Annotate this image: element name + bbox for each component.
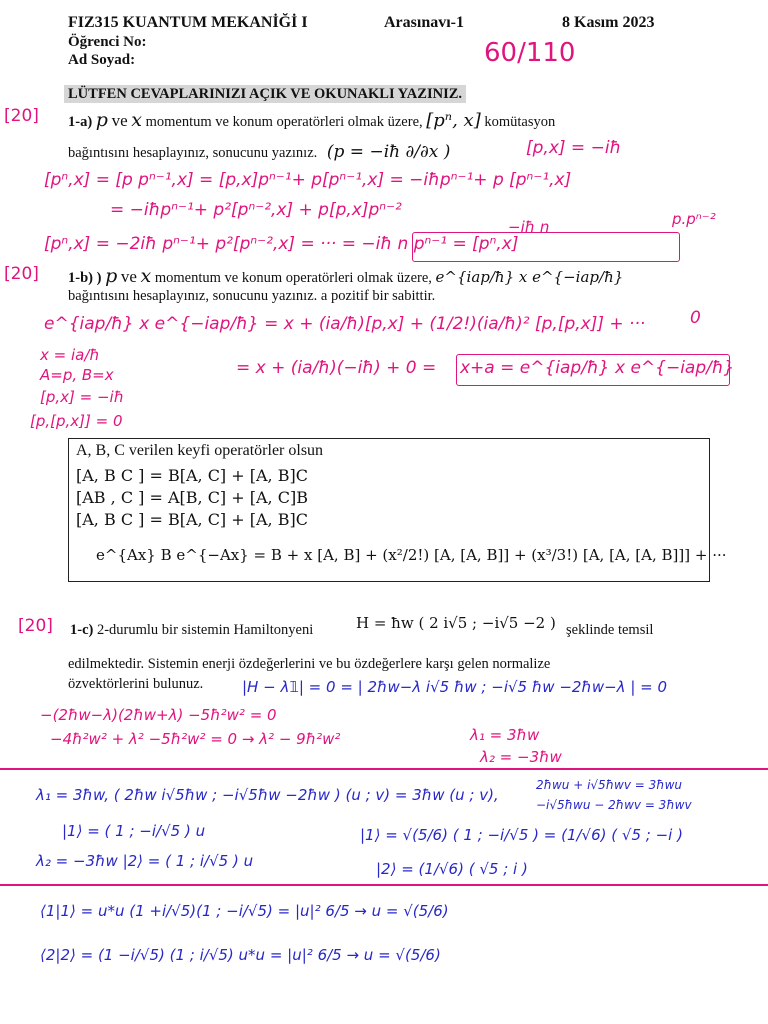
- q1b-side-4: [p,[p,x]] = 0: [30, 412, 123, 430]
- q1b-points: [20]: [4, 264, 39, 284]
- q1c-root-1: λ₁ = 3ħw: [470, 726, 540, 744]
- q1c-divider-1: [0, 768, 768, 770]
- q1b-answer-zero: 0: [690, 308, 701, 328]
- q1c-answer-det: |H − λ𝟙| = 0 = | 2ħw−λ i√5 ħw ; −i√5 ħw −2ħw−λ | = 0: [242, 678, 668, 696]
- q1c-answer-line7: ⟨1|1⟩ = u*u (1 +i/√5)(1 ; −i/√5) = |u|² 6/5 → u = √(5/6): [40, 902, 449, 920]
- q1c-answer-line6: λ₂ = −3ħw |2⟩ = ( 1 ; i/√5 ) u: [36, 852, 254, 870]
- q1b-side-1: x = ia/ħ: [40, 346, 100, 364]
- q1a-answer-line1: [pⁿ,x] = [p pⁿ⁻¹,x] = [p,x]pⁿ⁻¹+ p[pⁿ⁻¹,x] = −iħpⁿ⁻¹+ p [pⁿ⁻¹,x]: [44, 170, 572, 190]
- formula-rule-1: [A, B C ] = B[A, C] + [A, B]C: [76, 466, 308, 485]
- q1a-answer-note: −iħ n: [508, 218, 550, 236]
- name-label: Ad Soyad:: [68, 52, 136, 68]
- q1b-answer-line1: e^{iap/ħ} x e^{−iap/ħ} = x + (ia/ħ)[p,x] + (1/2!)(ia/ħ)² [p,[p,x]] + ···: [44, 314, 646, 334]
- q1c-answer-eq2: −i√5ħwu − 2ħwv = 3ħwv: [536, 798, 692, 812]
- q1c-answer-line2: −(2ħw−λ)(2ħw+λ) −5ħ²w² = 0: [40, 706, 277, 724]
- q1a-text-line1: 1-a) p ve x momentum ve konum operatörleri olmak üzere, [pⁿ, x] komütasyon: [68, 109, 556, 131]
- instruction-banner: LÜTFEN CEVAPLARINIZI AÇIK VE OKUNAKLI YAZINIZ.: [64, 86, 466, 103]
- q1c-answer-eq1: 2ħwu + i√5ħwv = 3ħwu: [536, 778, 683, 792]
- q1a-answer-line3: [pⁿ,x] = −2iħ pⁿ⁻¹+ p²[pⁿ⁻²,x] = ··· = −iħ n pⁿ⁻¹ = [pⁿ,x]: [44, 234, 519, 254]
- q1c-answer-line4: λ₁ = 3ħw, ( 2ħw i√5ħw ; −i√5ħw −2ħw ) (u ; v) = 3ħw (u ; v),: [36, 786, 499, 804]
- q1a-answer-side: p.pⁿ⁻²: [672, 210, 716, 228]
- q1c-root-2: λ₂ = −3ħw: [480, 748, 562, 766]
- student-no-label: Öğrenci No:: [68, 34, 147, 50]
- score-handwritten: 60/110: [484, 38, 576, 68]
- q1a-answer-line2: = −iħpⁿ⁻¹+ p²[pⁿ⁻²,x] + p[p,x]pⁿ⁻²: [110, 200, 402, 220]
- formula-bch: e^{Ax} B e^{−Ax} = B + x [A, B] + (x²/2!) [A, [A, B]] + (x³/3!) [A, [A, [A, B]]] + ···: [96, 546, 727, 564]
- q1c-text-line1: 1-c) 2-durumlu bir sistemin Hamiltonyeni: [70, 622, 314, 638]
- q1b-side-2: A=p, B=x: [40, 366, 114, 384]
- q1c-answer-normalized-2: |2⟩ = (1/√6) ( √5 ; i ): [376, 860, 528, 878]
- q1c-text-line1b: şeklinde temsil: [566, 622, 654, 638]
- exam-title: Arasınavı-1: [384, 14, 464, 31]
- q1a-points: [20]: [4, 106, 39, 126]
- q1c-text-line3: özvektörlerini bulunuz.: [68, 676, 204, 692]
- q1b-answer-box: [456, 354, 730, 386]
- q1c-answer-line8: ⟨2|2⟩ = (1 −i/√5) (1 ; i/√5) u*u = |u|² 6/5 → u = √(5/6): [40, 946, 441, 964]
- formula-rule-3: [A, B C ] = B[A, C] + [A, B]C: [76, 510, 308, 529]
- q1b-text-line1: 1-b) ) p ve x momentum ve konum operatörleri olmak üzere, e^{iap/ħ} x e^{−iap/ħ}: [68, 265, 624, 287]
- q1b-text-line2: bağıntısını hesaplayınız, sonucunu yazınız. a pozitif bir sabittir.: [68, 288, 436, 304]
- q1b-answer-line2: = x + (ia/ħ)(−iħ) + 0 =: [236, 358, 437, 378]
- formula-intro: A, B, C verilen keyfi operatörler olsun: [76, 442, 324, 459]
- q1c-hamiltonian: H = ħw ( 2 i√5 ; −i√5 −2 ): [356, 614, 556, 632]
- formula-rule-2: [AB , C ] = A[B, C] + [A, C]B: [76, 488, 308, 507]
- q1a-note-commutator: [p,x] = −iħ: [526, 138, 622, 158]
- exam-date: 8 Kasım 2023: [562, 14, 655, 31]
- course-title: FIZ315 KUANTUM MEKANİĞİ I: [68, 14, 308, 31]
- q1a-answer-box: [412, 232, 680, 262]
- q1c-divider-2: [0, 884, 768, 886]
- q1a-text-line2: bağıntısını hesaplayınız, sonucunu yazınız. (p = −iħ ∂/∂x ): [68, 142, 451, 162]
- q1c-answer-line5: |1⟩ = ( 1 ; −i/√5 ) u: [62, 822, 206, 840]
- q1b-side-3: [p,x] = −iħ: [40, 388, 125, 406]
- q1c-points: [20]: [18, 616, 53, 636]
- q1c-answer-line3: −4ħ²w² + λ² −5ħ²w² = 0 → λ² − 9ħ²w²: [50, 730, 341, 748]
- q1c-text-line2: edilmektedir. Sistemin enerji özdeğerlerini ve bu özdeğerlere karşı gelen normalize: [68, 656, 551, 672]
- q1c-answer-normalized-1: |1⟩ = √(5/6) ( 1 ; −i/√5 ) = (1/√6) ( √5 ; −i ): [360, 826, 683, 844]
- q1b-answer-result: x+a = e^{iap/ħ} x e^{−iap/ħ}: [460, 358, 735, 378]
